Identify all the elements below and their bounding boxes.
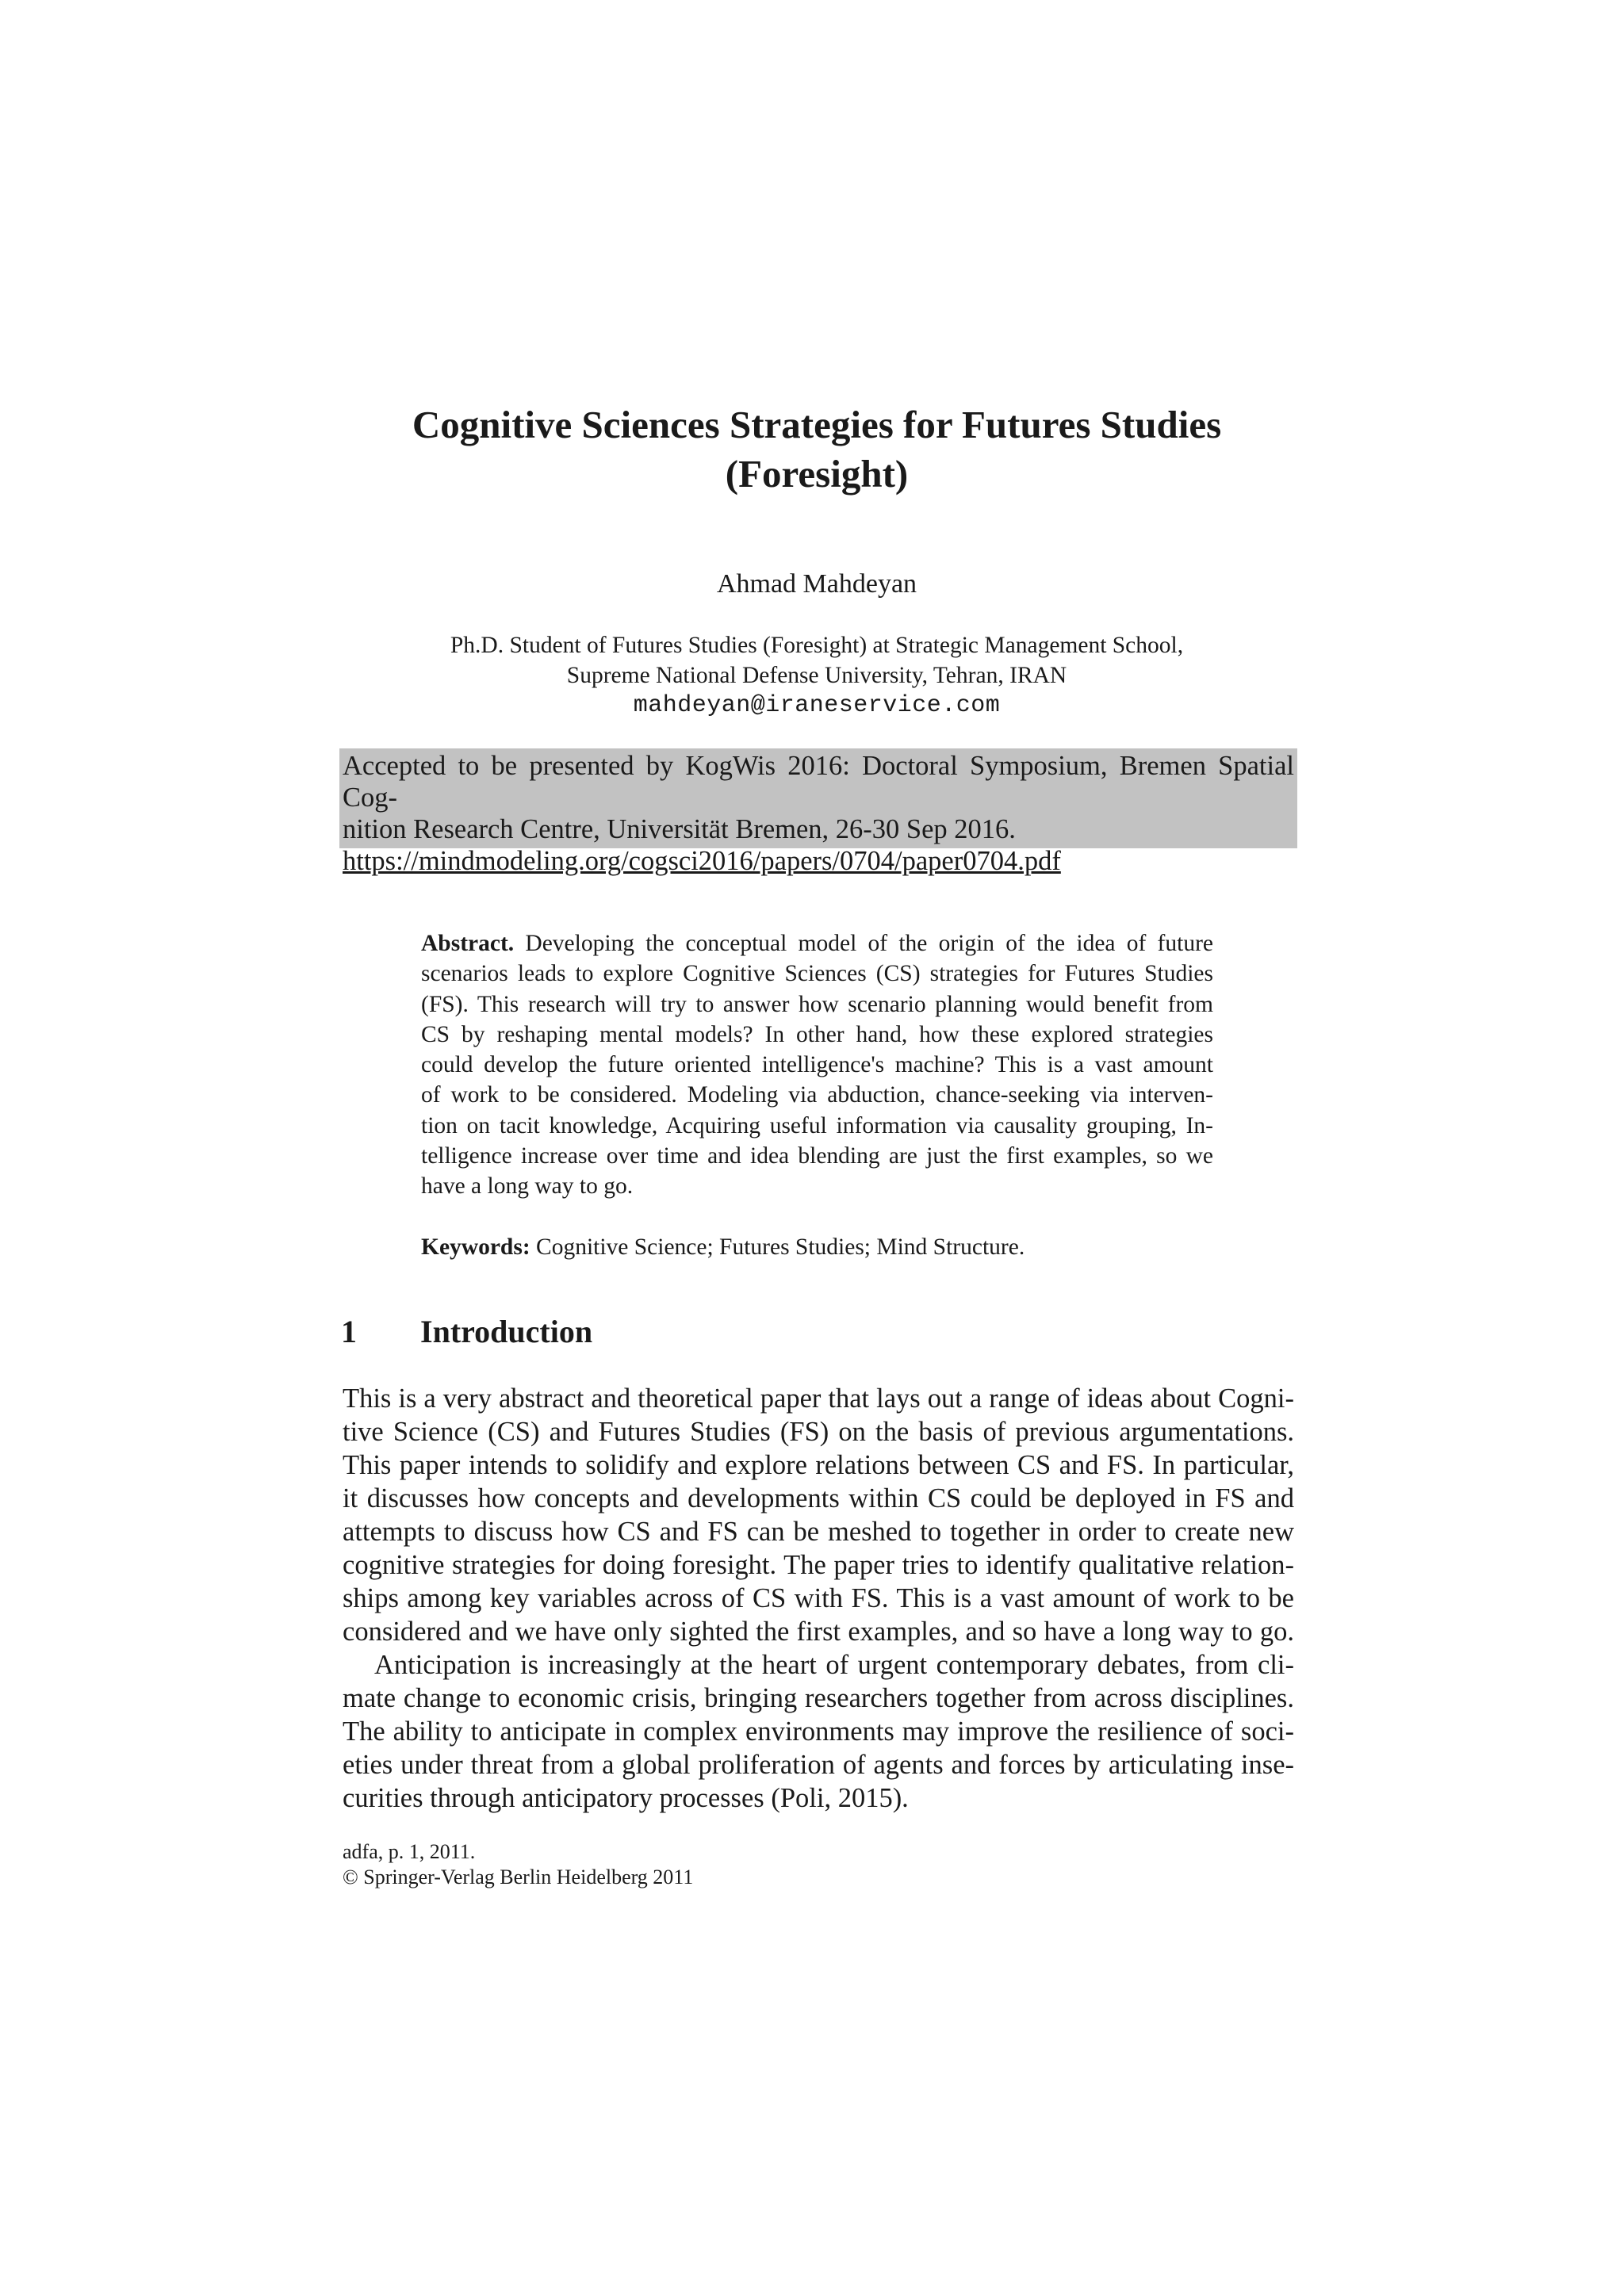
abstract-line: could develop the future oriented intelligence's machine? This is a vast amount [421,1052,1213,1078]
section-title: Introduction [420,1314,593,1349]
paper-title [341,400,1293,499]
abstract-line: tion on tacit knowledge, Acquiring useful information via causality grouping, In- [421,1112,1213,1138]
abstract-line: telligence increase over time and idea blending are just the first examples, so we [421,1143,1213,1169]
section-number: 1 [341,1314,357,1349]
section-heading [341,1312,1293,1352]
title-line-1: Cognitive Sciences Strategies for Futures Studies [412,403,1222,446]
introduction-body [343,1382,1294,1815]
notice-line-2: nition Research Centre, Universität Bremen, 26-30 Sep 2016. [343,814,1016,844]
abstract-label: Abstract. [421,931,515,956]
keywords-text: Cognitive Science; Futures Studies; Mind Structure. [530,1234,1025,1260]
paragraph-line: mate change to economic crisis, bringing researchers together from across disciplines. [343,1683,1294,1713]
footer-line-1: adfa, p. 1, 2011. [343,1840,476,1863]
paragraph-line: eties under threat from a global proliferation of agents and forces by articulating inse- [343,1750,1294,1780]
author-affiliation [341,630,1293,691]
paragraph-line: tive Science (CS) and Futures Studies (FS) on the basis of previous argumentations. [343,1417,1294,1447]
author-name: Ahmad Mahdeyan [716,569,917,599]
abstract-line: CS by reshaping mental models? In other hand, how these explored strategies [421,1021,1213,1047]
paragraph-line: This is a very abstract and theoretical paper that lays out a range of ideas about Cogni- [343,1383,1294,1414]
abstract-text: Developing the conceptual model of the origin of the idea of future [514,931,1213,956]
abstract-line: have a long way to go. [421,1173,634,1200]
paragraph-line: ships among key variables across of CS with FS. This is a vast amount of work to be [343,1583,1294,1613]
notice-line-1: Accepted to be presented by KogWis 2016: Doctoral Symposium, Bremen Spatial Cog- [343,751,1294,813]
abstract-line [421,928,1213,959]
paragraph-line: cognitive strategies for doing foresight. The paper tries to identify qualitative relation- [343,1550,1294,1580]
notice-link[interactable]: https://mindmodeling.org/cogsci2016/papers/0704/paper0704.pdf [343,846,1061,876]
paragraph-line: it discusses how concepts and developments within CS could be deployed in FS and [343,1483,1294,1513]
paragraph-line: The ability to anticipate in complex environments may improve the resilience of soci- [343,1716,1294,1747]
abstract-line: of work to be considered. Modeling via abduction, chance-seeking via interven- [421,1082,1213,1108]
paragraph-line: This paper intends to solidify and explore relations between CS and FS. In particular, [343,1450,1294,1480]
affiliation-line-2: Supreme National Defense University, Tehran, IRAN [566,663,1067,688]
abstract [421,928,1213,1202]
affiliation-line-1: Ph.D. Student of Futures Studies (Foresight) at Strategic Management School, [450,633,1184,658]
abstract-line: scenarios leads to explore Cognitive Sciences (CS) strategies for Futures Studies [421,961,1213,987]
paragraph-line: Anticipation is increasingly at the heart of urgent contemporary debates, from cli- [374,1650,1294,1680]
acceptance-notice [343,750,1294,877]
keywords [421,1232,1213,1262]
paragraph-line: curities through anticipatory processes (Poli, 2015). [343,1783,909,1813]
abstract-line: (FS). This research will try to answer how scenario planning would benefit from [421,991,1213,1017]
keywords-label: Keywords: [421,1234,530,1260]
footer-line-2: © Springer-Verlag Berlin Heidelberg 2011 [343,1866,694,1888]
author-email[interactable]: mahdeyan@iraneservice.com [633,692,1001,719]
copyright-footer [343,1839,1056,1890]
title-line-2: (Foresight) [725,452,909,496]
paragraph-line: attempts to discuss how CS and FS can be meshed to together in order to create new [343,1517,1294,1547]
notice-link-wrapper [343,845,1294,877]
paragraph-line: considered and we have only sighted the first examples, and so have a long way to go. [343,1617,1294,1647]
